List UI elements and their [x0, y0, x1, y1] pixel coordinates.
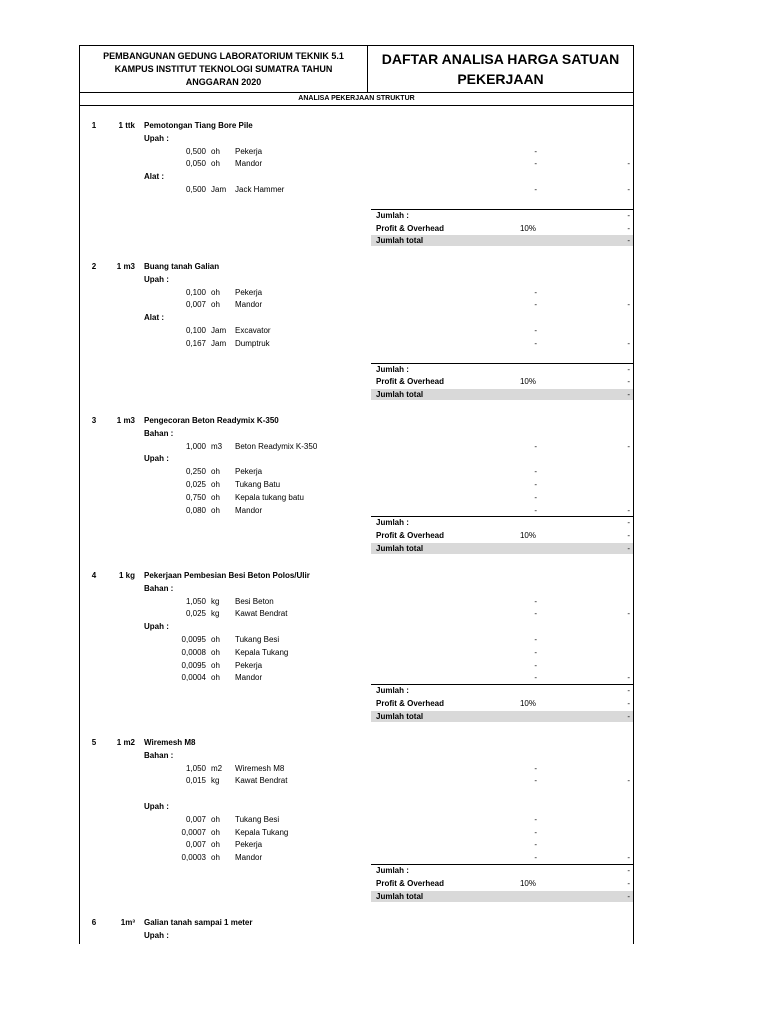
unit-price: - [534, 287, 537, 297]
item-name: Buang tanah Galian [144, 262, 220, 271]
jumlah-total-label: Jumlah total [376, 390, 424, 400]
coefficient: 0,500 [185, 185, 206, 194]
coefficient: 0,015 [185, 776, 206, 786]
component-name: Pekerja [235, 840, 263, 850]
sheet-header [80, 46, 633, 93]
group-label: Upah : [144, 802, 169, 811]
coefficient: 0,0004 [181, 673, 206, 683]
item-name: Pekerjaan Pembesian Besi Beton Polos/Ulir [144, 571, 310, 580]
unit-price: - [534, 159, 537, 169]
unit-price: - [534, 467, 537, 477]
coefficient: 0,007 [185, 814, 206, 824]
item-unit: 1m³ [120, 918, 135, 927]
unit-price: - [534, 853, 537, 863]
component-name: Pekerja [235, 146, 263, 156]
coefficient-unit: oh [211, 146, 220, 156]
component-name: Pekerja [235, 660, 263, 670]
jumlah-label: Jumlah : [376, 866, 409, 875]
item-name: Wiremesh M8 [144, 738, 196, 747]
jumlah-total-value: - [627, 236, 630, 246]
document-title-line: PEKERJAAN [457, 71, 544, 87]
component-name: Mandor [235, 300, 263, 310]
summary-rule [371, 363, 633, 364]
subtotal: - [627, 300, 630, 310]
subtotal: - [627, 776, 630, 786]
unit-price: - [534, 326, 537, 335]
coefficient: 0,007 [185, 300, 206, 310]
coefficient: 0,0007 [181, 827, 206, 837]
coefficient: 0,0095 [181, 660, 206, 670]
component-name: Tukang Batu [235, 480, 281, 489]
component-name: Mandor [235, 505, 263, 515]
summary-rule [371, 209, 633, 210]
coefficient: 0,167 [185, 338, 206, 348]
subtotal: - [627, 159, 630, 169]
coefficient: 1,050 [185, 763, 206, 773]
coefficient-unit: kg [211, 596, 220, 606]
coefficient-unit: oh [211, 673, 220, 683]
coefficient: 1,050 [185, 596, 206, 606]
coefficient-unit: oh [211, 814, 220, 824]
profit-overhead-percent: 10% [519, 531, 536, 541]
subtotal: - [627, 185, 630, 194]
profit-overhead-value: - [627, 223, 630, 233]
summary-rule [371, 516, 633, 517]
coefficient-unit: oh [211, 480, 220, 489]
coefficient: 1,000 [185, 441, 206, 451]
coefficient-unit: oh [211, 467, 220, 477]
coefficient-unit: oh [211, 827, 220, 837]
unit-price: - [534, 827, 537, 837]
group-label: Bahan : [144, 583, 174, 593]
jumlah-total-label: Jumlah total [376, 711, 424, 721]
component-name: Besi Beton [235, 596, 274, 606]
group-label: Upah : [144, 133, 169, 143]
coefficient-unit: Jam [211, 338, 227, 348]
component-name: Kepala Tukang [235, 827, 289, 837]
coefficient: 0,750 [185, 492, 206, 502]
subtotal: - [627, 673, 630, 683]
coefficient-unit: oh [211, 492, 220, 502]
unit-price: - [534, 505, 537, 515]
jumlah-total-label: Jumlah total [376, 544, 424, 553]
subtotal: - [627, 338, 630, 348]
coefficient: 0,0003 [181, 853, 206, 863]
subtotal: - [627, 441, 630, 451]
component-name: Mandor [235, 159, 263, 169]
project-title-line: ANGGARAN 2020 [185, 76, 262, 87]
unit-price: - [534, 146, 537, 156]
component-name: Jack Hammer [235, 185, 285, 194]
coefficient: 0,100 [185, 326, 206, 335]
coefficient: 0,080 [185, 505, 206, 515]
item-unit: 1 m2 [116, 738, 135, 747]
coefficient: 0,100 [185, 287, 206, 297]
component-name: Dumptruk [235, 338, 270, 348]
unit-price: - [534, 776, 537, 786]
group-label: Upah : [144, 622, 169, 632]
item-unit: 1 kg [118, 571, 135, 580]
item-unit: 1 m3 [116, 262, 135, 271]
item-number: 5 [91, 738, 97, 747]
component-name: Tukang Besi [235, 635, 280, 644]
coefficient: 0,025 [185, 480, 206, 489]
profit-overhead-label: Profit & Overhead [376, 377, 445, 387]
coefficient-unit: m3 [211, 441, 223, 451]
profit-overhead-label: Profit & Overhead [376, 699, 445, 708]
document-title-line: DAFTAR ANALISA HARGA SATUAN [381, 51, 620, 67]
coefficient-unit: oh [211, 647, 220, 657]
jumlah-label: Jumlah : [376, 364, 409, 374]
unit-price: - [534, 300, 537, 310]
profit-overhead-value: - [627, 699, 630, 708]
subtotal: - [627, 505, 630, 515]
unit-price: - [534, 660, 537, 670]
coefficient: 0,0008 [181, 647, 206, 657]
jumlah-total-label: Jumlah total [376, 891, 424, 901]
item-name: Pemotongan Tiang Bore Pile [144, 121, 253, 130]
component-name: Mandor [235, 853, 263, 863]
profit-overhead-label: Profit & Overhead [376, 223, 445, 233]
profit-overhead-label: Profit & Overhead [376, 531, 445, 541]
coefficient: 0,050 [185, 159, 206, 169]
unit-price: - [534, 673, 537, 683]
project-title-block [80, 46, 368, 92]
component-name: Pekerja [235, 467, 263, 477]
jumlah-value: - [627, 866, 630, 875]
item-number: 3 [91, 416, 97, 425]
coefficient-unit: oh [211, 300, 220, 310]
jumlah-total-value: - [627, 711, 630, 721]
item-name: Galian tanah sampai 1 meter [144, 918, 253, 927]
unit-price: - [534, 185, 537, 194]
component-name: Kepala Tukang [235, 647, 289, 657]
section-title: ANALISA PEKERJAAN STRUKTUR [80, 93, 633, 106]
group-label: Upah : [144, 454, 169, 464]
coefficient-unit: kg [211, 776, 220, 786]
subtotal: - [627, 853, 630, 863]
item-number: 2 [91, 262, 97, 271]
project-title-line: KAMPUS INSTITUT TEKNOLOGI SUMATRA TAHUN [114, 63, 333, 74]
jumlah-label: Jumlah : [376, 686, 409, 696]
profit-overhead-label: Profit & Overhead [376, 878, 445, 888]
jumlah-total-value: - [627, 891, 630, 901]
item-unit: 1 m3 [116, 416, 135, 425]
profit-overhead-percent: 10% [519, 699, 536, 708]
component-name: Excavator [235, 326, 271, 335]
group-label: Bahan : [144, 428, 174, 438]
unit-price: - [534, 840, 537, 850]
jumlah-value: - [627, 364, 630, 374]
component-name: Beton Readymix K-350 [235, 441, 318, 451]
summary-rule [371, 684, 633, 685]
jumlah-label: Jumlah : [376, 518, 409, 528]
coefficient: 0,025 [185, 609, 206, 619]
jumlah-total-value: - [627, 544, 630, 553]
profit-overhead-value: - [627, 377, 630, 387]
component-name: Wiremesh M8 [235, 763, 285, 773]
unit-price: - [534, 596, 537, 606]
group-label: Bahan : [144, 750, 174, 760]
component-name: Pekerja [235, 287, 263, 297]
coefficient-unit: kg [211, 609, 220, 619]
group-label: Alat : [144, 172, 164, 182]
unit-price: - [534, 647, 537, 657]
document-title-block [368, 46, 633, 92]
coefficient: 0,250 [185, 467, 206, 477]
coefficient-unit: oh [211, 505, 220, 515]
profit-overhead-percent: 10% [519, 878, 536, 888]
component-name: Kawat Bendrat [235, 776, 288, 786]
jumlah-value: - [627, 518, 630, 528]
jumlah-value: - [627, 210, 630, 220]
unit-price: - [534, 814, 537, 824]
profit-overhead-percent: 10% [519, 223, 536, 233]
project-title-line: PEMBANGUNAN GEDUNG LABORATORIUM TEKNIK 5.1 [103, 50, 344, 61]
jumlah-value: - [627, 686, 630, 696]
jumlah-total-label: Jumlah total [376, 236, 424, 246]
component-name: Tukang Besi [235, 814, 280, 824]
coefficient-unit: oh [211, 159, 220, 169]
item-unit: 1 ttk [118, 121, 135, 130]
unit-price: - [534, 763, 537, 773]
coefficient-unit: oh [211, 287, 220, 297]
group-label: Alat : [144, 313, 164, 323]
component-name: Kawat Bendrat [235, 609, 288, 619]
profit-overhead-value: - [627, 878, 630, 888]
coefficient-unit: oh [211, 840, 220, 850]
profit-overhead-percent: 10% [519, 377, 536, 387]
coefficient: 0,007 [185, 840, 206, 850]
group-label: Upah : [144, 274, 169, 284]
coefficient-unit: Jam [211, 326, 227, 335]
component-name: Mandor [235, 673, 263, 683]
unit-price: - [534, 609, 537, 619]
unit-price: - [534, 635, 537, 644]
item-number: 1 [91, 121, 97, 130]
coefficient-unit: oh [211, 853, 220, 863]
profit-overhead-value: - [627, 531, 630, 541]
component-name: Kepala tukang batu [235, 492, 304, 502]
unit-price: - [534, 480, 537, 489]
item-name: Pengecoran Beton Readymix K-350 [144, 416, 279, 425]
jumlah-label: Jumlah : [376, 210, 409, 220]
group-label: Upah : [144, 930, 169, 940]
coefficient-unit: m2 [211, 763, 223, 773]
coefficient-unit: oh [211, 660, 220, 670]
coefficient: 0,500 [185, 146, 206, 156]
coefficient: 0,0095 [181, 635, 206, 644]
summary-rule [371, 864, 633, 865]
coefficient-unit: oh [211, 635, 220, 644]
subtotal: - [627, 609, 630, 619]
item-number: 6 [91, 918, 97, 927]
coefficient-unit: Jam [211, 185, 227, 194]
unit-price: - [534, 441, 537, 451]
unit-price: - [534, 338, 537, 348]
jumlah-total-value: - [627, 390, 630, 400]
unit-price: - [534, 492, 537, 502]
item-number: 4 [91, 571, 97, 580]
